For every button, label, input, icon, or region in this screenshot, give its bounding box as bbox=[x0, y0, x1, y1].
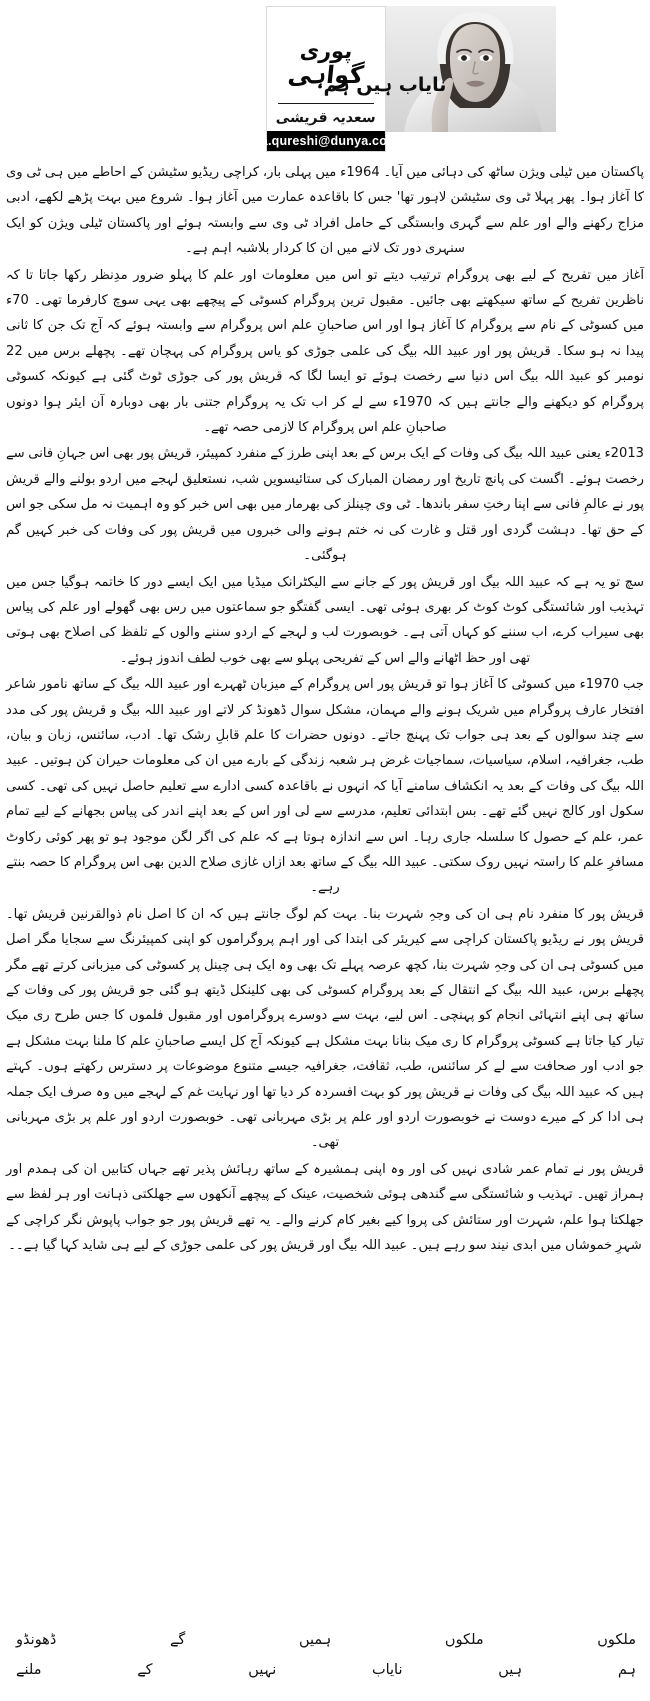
column-logo-line1: پوری bbox=[298, 39, 354, 63]
paragraph: آغاز میں تفریح کے لیے بھی پروگرام ترتیب دیتے تو اس میں معلومات اور علم کا پہلو ضرور مدِنظر رکھا جاتا تا کہ ناظرین تفریح کے ساتھ سیکھتے بھی جائیں۔ مقبول ترین پروگرام کسوٹی کے پیچھے بھی یہی سوچ کارفرما تھی۔ 70ء میں کسوٹی کے نام سے پروگرام کا آغاز ہوا اور اس صاحبانِ علم اس پروگرام سے وابستہ ہوئے کہ آج تک جن کا ثانی پیدا نہ ہو سکا۔ قریش پور اور عبید اللہ بیگ کی علمی جوڑی کو یاس پروگرام کی پہچان تھے۔ پچھلے برس میں 22 نومبر کو عبید اللہ بیگ اس دنیا سے رخصت ہوئے تو ایسا لگا کہ قریش پور کی جوڑی ٹوٹ گئی ہے کیونکہ کسوٹی پروگرام کو دیکھنے والے جانتے ہیں کہ 1970ء سے لے کر اب تک یہ پروگرام جتنی بار بھی دوبارہ آن ایئر ہوا دونوں صاحبانِ علم اس پروگرام کا لازمی حصہ تھے۔ bbox=[6, 267, 644, 436]
masthead bbox=[0, 0, 650, 152]
paragraph: قریش پور نے تمام عمر شادی نہیں کی اور وہ اپنی ہمشیرہ کے ساتھ رہائش پذیر تھے جہاں کتابیں ان کی ہمدم اور ہمراز تھیں۔ تہذیب و شائستگی سے گندھی ہوئی شخصیت، عینک کے پیچھے آنکھوں سے جھلکتی ذہانت اور ہر لفظ سے جھلکتا ہوا علم، شہرت اور ستائش کی پروا کیے بغیر کام کرنے والے۔ یہ تھے قریش پور جو جواب پاپوش نگر کراچی کے شہرِ خموشاں میں ابدی نیند سو رہے ہیں۔ عبید اللہ بیگ اور قریش پور کی علمی جوڑی کے لیے ہی شاید کہا گیا ہے۔۔ bbox=[6, 1161, 644, 1254]
couplet-word: نہیں bbox=[248, 1662, 277, 1678]
closing-couplet bbox=[6, 1625, 644, 1685]
couplet-line-2 bbox=[6, 1655, 644, 1685]
couplet-word: ڈھونڈو bbox=[16, 1632, 57, 1648]
paragraph: پاکستان میں ٹیلی ویژن ساٹھ کی دہائی میں آیا۔ 1964ء میں پہلی بار، کراچی ریڈیو سٹیشن کے احاطے میں ہی ٹی وی کا آغاز ہوا۔ پھر پہلا ٹی وی سٹیشن لاہور تھا' جس کا باقاعدہ عمارت میں آغاز ہوا۔ شروع میں بہت پڑھے لکھے، ادبی مزاج رکھنے والے اور علم سے گہری وابستگی کے حامل افراد ٹی وی سے وابستہ ہوئے اور پاکستان ٹیلی ویژن کو ایک سنہری دور تک لانے میں ان کا کردار بلاشبہ اہم ہے۔ bbox=[6, 165, 644, 257]
author-portrait bbox=[386, 6, 556, 132]
couplet-word: ملکوں bbox=[444, 1632, 484, 1648]
paragraph: 2013ء یعنی عبید اللہ بیگ کی وفات کے ایک برس کے بعد اپنی طرز کے منفرد کمپیئر، قریش پور بھی اس جہانِ فانی سے رخصت ہوئے۔ اگست کی پانچ تاریخ اور رمضان المبارک کی ستائیسویں شب، نستعلیق لہجے میں اردو بولنے والے قریش پور نے عالمِ فانی سے اپنا رختِ سفر باندھا۔ ٹی وی چینلز کی بھرمار میں بھی اس خبر کو وہ اہمیت نہ مل سکی جو اس کے حق تھا۔ دہشت گردی اور قتل و غارت کی نہ ختم ہونے والی خبروں میں قریش پور کی وفات کی خبر کہیں گم ہوگئی۔ bbox=[6, 446, 644, 564]
couplet-word: ہمیں bbox=[298, 1632, 332, 1648]
couplet-word: گے bbox=[169, 1632, 186, 1648]
couplet-word: ہم bbox=[617, 1662, 636, 1678]
couplet-word: ملنے bbox=[16, 1662, 42, 1678]
couplet-line-1 bbox=[6, 1625, 644, 1655]
couplet-word: ملکوں bbox=[597, 1632, 636, 1648]
couplet-word: کے bbox=[137, 1662, 153, 1678]
paragraph: قریش پور کا منفرد نام ہی ان کی وجہِ شہرت بنا۔ بہت کم لوگ جانتے ہیں کہ ان کا اصل نام ذوالقرنین قریش تھا۔ قریش پور نے ریڈیو پاکستان کراچی سے کیریئر کی ابتدا کی اور اہم پروگراموں کو اپنی کمپیئرنگ سے سجایا مگر اصل میں کسوٹی ہی ان کی وجہِ شہرت بنا، کچھ عرصہ پہلے تک بھی وہ ایک ہی چینل پر کسوٹی کی میزبانی کرتے تھے مگر پچھلے برس، عبید اللہ بیگ کے انتقال کے بعد پروگرام کسوٹی کی بھی کلینکل ڈیتھ ہو گئی جو قریش پور کی وفات کے ساتھ ہی اپنے انتہائی انجام کو پہنچی۔ اس لیے، بہت سے دوسرے پروگراموں اور مقبول فلموں کا جس طرح ری میک تیار کیا جاتا ہے کسوٹی پروگرام کا ری میک بنانا بہت مشکل ہے کیونکہ آج کل ایسے صاحبانِ علم کا ملنا بہت مشکل ہے جو ادب اور صحافت سے لے کر سائنس، طب، ثقافت، جغرافیہ جیسے متنوع موضوعات پر دسترس رکھتے ہوں۔ کہتے ہیں کہ عبید اللہ بیگ کی وفات نے قریش پور کو بہت افسردہ کر دیا تھا اور نہایت غم کے لہجے میں وہ صرف ایک جملہ ہی ادا کر کے میرے دوست نے خوبصورت اردو اور علم پر بڑی مہربانی تھی۔ خوبصورت اردو اور علم پر بڑی مہربانی تھی۔ bbox=[6, 906, 644, 1151]
paragraph: سچ تو یہ ہے کہ عبید اللہ بیگ اور قریش پور کے جانے سے الیکٹرانک میڈیا میں ایک ایسے دور کا خاتمہ ہوگیا جس میں تہذیب اور شائستگی کوٹ کوٹ کر بھری ہوئی تھی۔ ایسی گفتگو جو سماعتوں میں رس بھی گھولے اور علم کی پیاس بھی سیراب کرے، اب سننے کو کہاں آتی ہے۔ خوبصورت لب و لہجے کے اردو سننے والوں کے تلفظ کی اصلاح بھی ہوتی تھی اور حظ اٹھانے والے اس کے تفریحی پہلو سے بھی خوب لطف اندوز ہوئے۔ bbox=[6, 574, 644, 666]
author-email-bar: sadia.qureshi@dunya.com.pk bbox=[267, 131, 385, 151]
page-title: نایاب ہیں ہم bbox=[323, 74, 447, 96]
brand-divider bbox=[278, 103, 374, 104]
article-body bbox=[6, 160, 644, 1701]
paragraph: جب 1970ء میں کسوٹی کا آغاز ہوا تو قریش پور اس پروگرام کے میزبان ٹھہرے اور عبید اللہ بیگ کے ساتھ نامور شاعر افتخار عارف پروگرام میں شریک ہونے والے مہمان، مشکل سوال ڈھونڈ کر لاتے اور عبید اللہ بیگ و قریش پور کی مدد سے چند سوالوں کے بعد ہی جواب تک پہنچ جاتے۔ دونوں حضرات کا علم قابلِ رشک تھا۔ ادب، سائنس، زبان و بیان، طب، جغرافیہ، اسلام، سیاسیات، سماجیات غرض ہر شعبہ زندگی کے بارے میں ان کی معلومات حیران کن ہوتیں۔ عبید اللہ بیگ کی وفات کے بعد یہ انکشاف سامنے آیا کہ انہوں نے باقاعدہ کسی ادارے سے تعلیم حاصل نہیں کی تھی۔ کسی سکول اور کالج نہیں گئے تھے۔ بس ابتدائی تعلیم، مدرسے سے لی اور اس کے بعد اپنے اندر کی پیاس بجھانے کے لیے تمام عمر، علم کے حصول کا سلسلہ جاری رہا۔ اس سے اندازہ ہوتا ہے کہ علم کی اگر لگن موجود ہو تو پھر کوئی رکاوٹ مسافرِ علم کا راستہ نہیں روک سکتی۔ عبید اللہ بیگ کے ساتھ بعد ازاں غازی صلاح الدین بھی اس پروگرام کا حصہ بنتے رہے۔ bbox=[6, 677, 645, 896]
couplet-word: ہیں bbox=[498, 1662, 523, 1678]
column-logo-line2: گواہی bbox=[286, 61, 366, 89]
author-name: سعدیہ قریشی bbox=[275, 110, 377, 126]
couplet-word: نایاب bbox=[371, 1662, 403, 1678]
